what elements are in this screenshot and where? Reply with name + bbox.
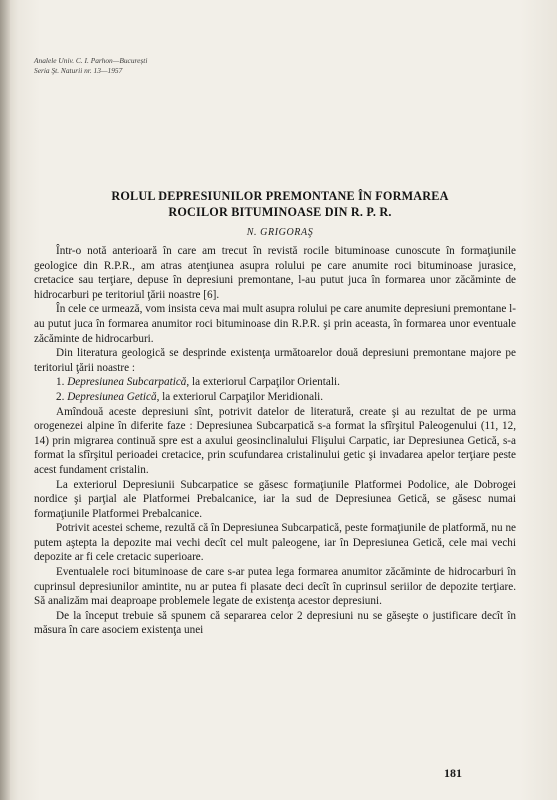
article-title-line-2: ROCILOR BITUMINOASE DIN R. P. R.	[168, 205, 392, 219]
page-number: 181	[444, 766, 462, 780]
journal-header-line-1: Analele Univ. C. I. Parhon—București	[34, 56, 148, 65]
paragraph-3: Din literatura geologică se desprinde existenţa următoarelor două depresiuni premontane majore pe teritoriul ţării noastre :	[34, 347, 516, 374]
paragraph-5: La exteriorul Depresiunii Subcarpatice se găsesc formaţiunile Platformei Podolice, ale Dobrogei nordice şi parţial ale Platformei Prebalcanice, iar la sud de Depresiunea Getică, se găsesc numai formaţiunile Platformei Prebalcanice.	[34, 478, 516, 520]
binding-gutter	[0, 0, 10, 800]
article-author: N. GRIGORAŞ	[246, 227, 314, 238]
list-item-1-name: Depresiunea Subcarpatică	[67, 376, 187, 389]
paragraph-4: Amîndouă aceste depresiuni sînt, potrivit datelor de literatură, create şi au rezultat de pe urma orogenezei alpine în diferite faze : Depresiunea Subcarpatică s-a format la sfîrşitul Paleogenului (11, 12, 14) prin migrarea continuă spre est a axului geosinclinalului Flişului Carpatic, iar Depresiunea Getică, s-a format la sfîrşitul perioadei cretacice, prin scufundarea cristalinului getic şi invadarea apelor terţiare peste acest fundament cristalin.	[34, 405, 516, 476]
list-item-1-number: 1.	[56, 376, 65, 389]
list-item-2-number: 2.	[56, 390, 65, 403]
paragraph-1: Într-o notă anterioară în care am trecut în revistă rocile bituminoase cunoscute în formaţiunile geologice din R.P.R., am atras atenţiunea asupra rolului pe care anumite roci bituminoase jurasice, cretacice sau terţiare, depuse în depresiuni premontane, l-au putut juca în formarea unor zăcăminte de hidrocarburi pe teritoriul ţării noastre [6].	[34, 245, 516, 301]
list-item-2-text: , la exteriorul Carpaţilor Meridionali.	[156, 390, 324, 403]
article-title-line-1: ROLUL DEPRESIUNILOR PREMONTANE ÎN FORMAREA	[111, 189, 449, 203]
journal-header-line-2: Seria Şt. Naturii nr. 13—1957	[34, 66, 123, 75]
paragraph-6: Potrivit acestei scheme, rezultă că în Depresiunea Subcarpatică, peste formaţiunile de platformă, nu ne putem aştepta la depozite mai vechi decît cel mult paleogene, iar în Depresiunea Getică, cele mai vechi depozite ar fi cele cretacic superioare.	[34, 522, 516, 564]
paragraph-7: Eventualele roci bituminoase de care s-ar putea lega formarea anumitor zăcăminte de hidrocarburi în cuprinsul depresiunilor amintite, nu ar putea fi plasate deci decît în cuprinsul seriilor de depozite terţiare. Să analizăm mai deaproape problemele legate de existenţa acestor depresiuni.	[34, 566, 516, 608]
journal-header	[34, 56, 147, 76]
article-body	[34, 244, 516, 638]
list-item-2	[34, 390, 516, 405]
list-item-2-name: Depresiunea Getică	[67, 390, 157, 403]
paragraph-2: În cele ce urmează, vom insista ceva mai mult asupra rolului pe care anumite depresiuni premontane l-au putut juca în formarea anumitor roci bituminoase din R.P.R. şi prin aceasta, în formarea unor eventuale zăcăminte de hidrocarburi.	[34, 303, 516, 345]
list-item-1	[34, 375, 516, 390]
paragraph-8: De la început trebuie să spunem că separarea celor 2 depresiuni nu se găseşte o justificare decît în măsura în care asociem existenţa unei	[34, 609, 516, 637]
list-item-1-text: , la exteriorul Carpaţilor Orientali.	[186, 376, 340, 389]
